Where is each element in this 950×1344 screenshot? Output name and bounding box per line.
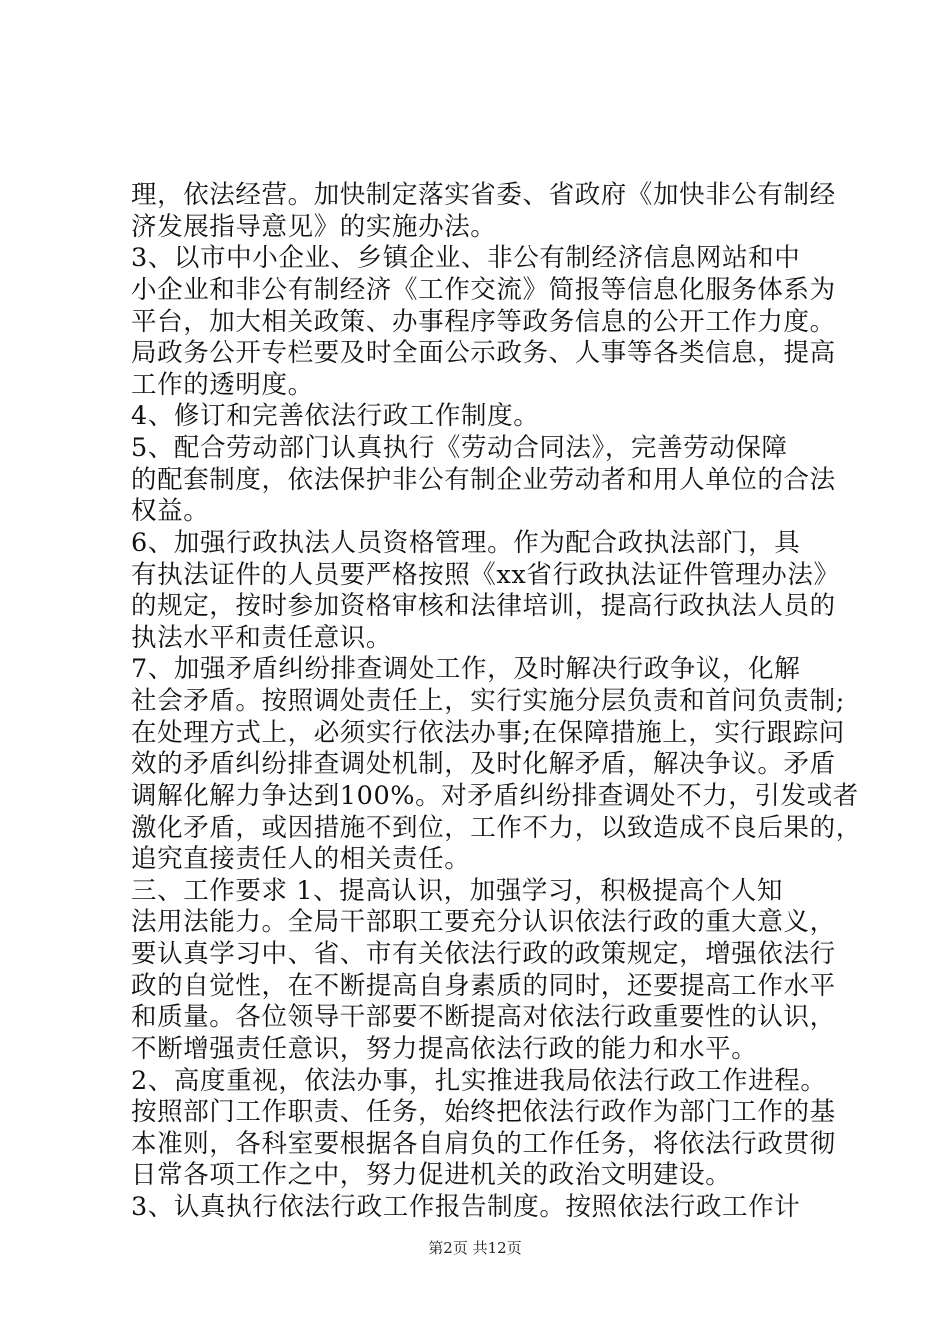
body-line: 5、配合劳动部门认真执行《劳动合同法》，完善劳动保障 <box>131 433 788 463</box>
body-line: 工作的透明度。 <box>131 369 314 400</box>
body-line: 7、加强矛盾纠纷排查调处工作，及时解决行政争议，化解 <box>131 654 801 685</box>
body-line: 权益。 <box>131 496 210 527</box>
body-line: 和质量。各位领导干部要不断提高对依法行政重要性的认识， <box>131 1002 836 1033</box>
body-line: 政的自觉性，在不断提高自身素质的同时，还要提高工作水平 <box>131 970 836 1001</box>
body-line: 济发展指导意见》的实施办法。 <box>131 211 497 242</box>
body-line: 在处理方式上，必须实行依法办事;在保障措施上，实行跟踪问 <box>131 717 845 748</box>
body-line: 追究直接责任人的相关责任。 <box>131 844 471 875</box>
body-line: 日常各项工作之中，努力促进机关的政治文明建设。 <box>131 1160 732 1191</box>
body-line: 理，依法经营。加快制定落实省委、省政府《加快非公有制经 <box>131 180 836 210</box>
body-line: 法用法能力。全局干部职工要充分认识依法行政的重大意义， <box>131 907 836 938</box>
body-line: 有执法证件的人员要严格按照《xx省行政执法证件管理办法》 <box>131 559 840 590</box>
body-line: 小企业和非公有制经济《工作交流》简报等信息化服务体系为 <box>131 274 836 305</box>
body-line: 的规定，按时参加资格审核和法律培训，提高行政执法人员的 <box>131 591 836 622</box>
body-line: 2、高度重视，依法办事，扎实推进我局依法行政工作进程。 <box>131 1065 827 1096</box>
body-line: 要认真学习中、省、市有关依法行政的政策规定，增强依法行 <box>131 939 836 969</box>
body-line: 3、认真执行依法行政工作报告制度。按照依法行政工作计 <box>131 1192 801 1222</box>
body-line: 效的矛盾纠纷排查调处机制，及时化解矛盾，解决争议。矛盾 <box>131 749 836 780</box>
body-line: 本准则，各科室要根据各自肩负的工作任务，将依法行政贯彻 <box>131 1128 836 1159</box>
body-line: 6、加强行政执法人员资格管理。作为配合政执法部门，具 <box>131 527 801 558</box>
body-line: 三、工作要求 1、提高认识，加强学习，积极提高个人知 <box>131 875 783 906</box>
page-number-footer: 第2页 共12页 <box>428 1239 522 1257</box>
body-line: 局政务公开专栏要及时全面公示政务、人事等各类信息，提高 <box>131 338 836 369</box>
body-line: 激化矛盾，或因措施不到位，工作不力，以致造成不良后果的， <box>131 812 862 843</box>
body-line: 平台，加大相关政策、办事程序等政务信息的公开工作力度。 <box>131 306 836 337</box>
body-line: 执法水平和责任意识。 <box>131 622 393 653</box>
body-line: 的配套制度，依法保护非公有制企业劳动者和用人单位的合法 <box>131 464 836 495</box>
body-line: 3、以市中小企业、乡镇企业、非公有制经济信息网站和中 <box>131 243 801 274</box>
body-line: 社会矛盾。按照调处责任上，实行实施分层负责和首问负责制; <box>131 686 845 716</box>
body-line: 4、修订和完善依法行政工作制度。 <box>131 401 540 432</box>
body-line: 不断增强责任意识，努力提高依法行政的能力和水平。 <box>131 1033 758 1064</box>
body-line: 调解化解力争达到100%。对矛盾纠纷排查调处不力，引发或者 <box>131 780 859 811</box>
body-line: 按照部门工作职责、任务，始终把依法行政作为部门工作的基 <box>131 1097 836 1128</box>
